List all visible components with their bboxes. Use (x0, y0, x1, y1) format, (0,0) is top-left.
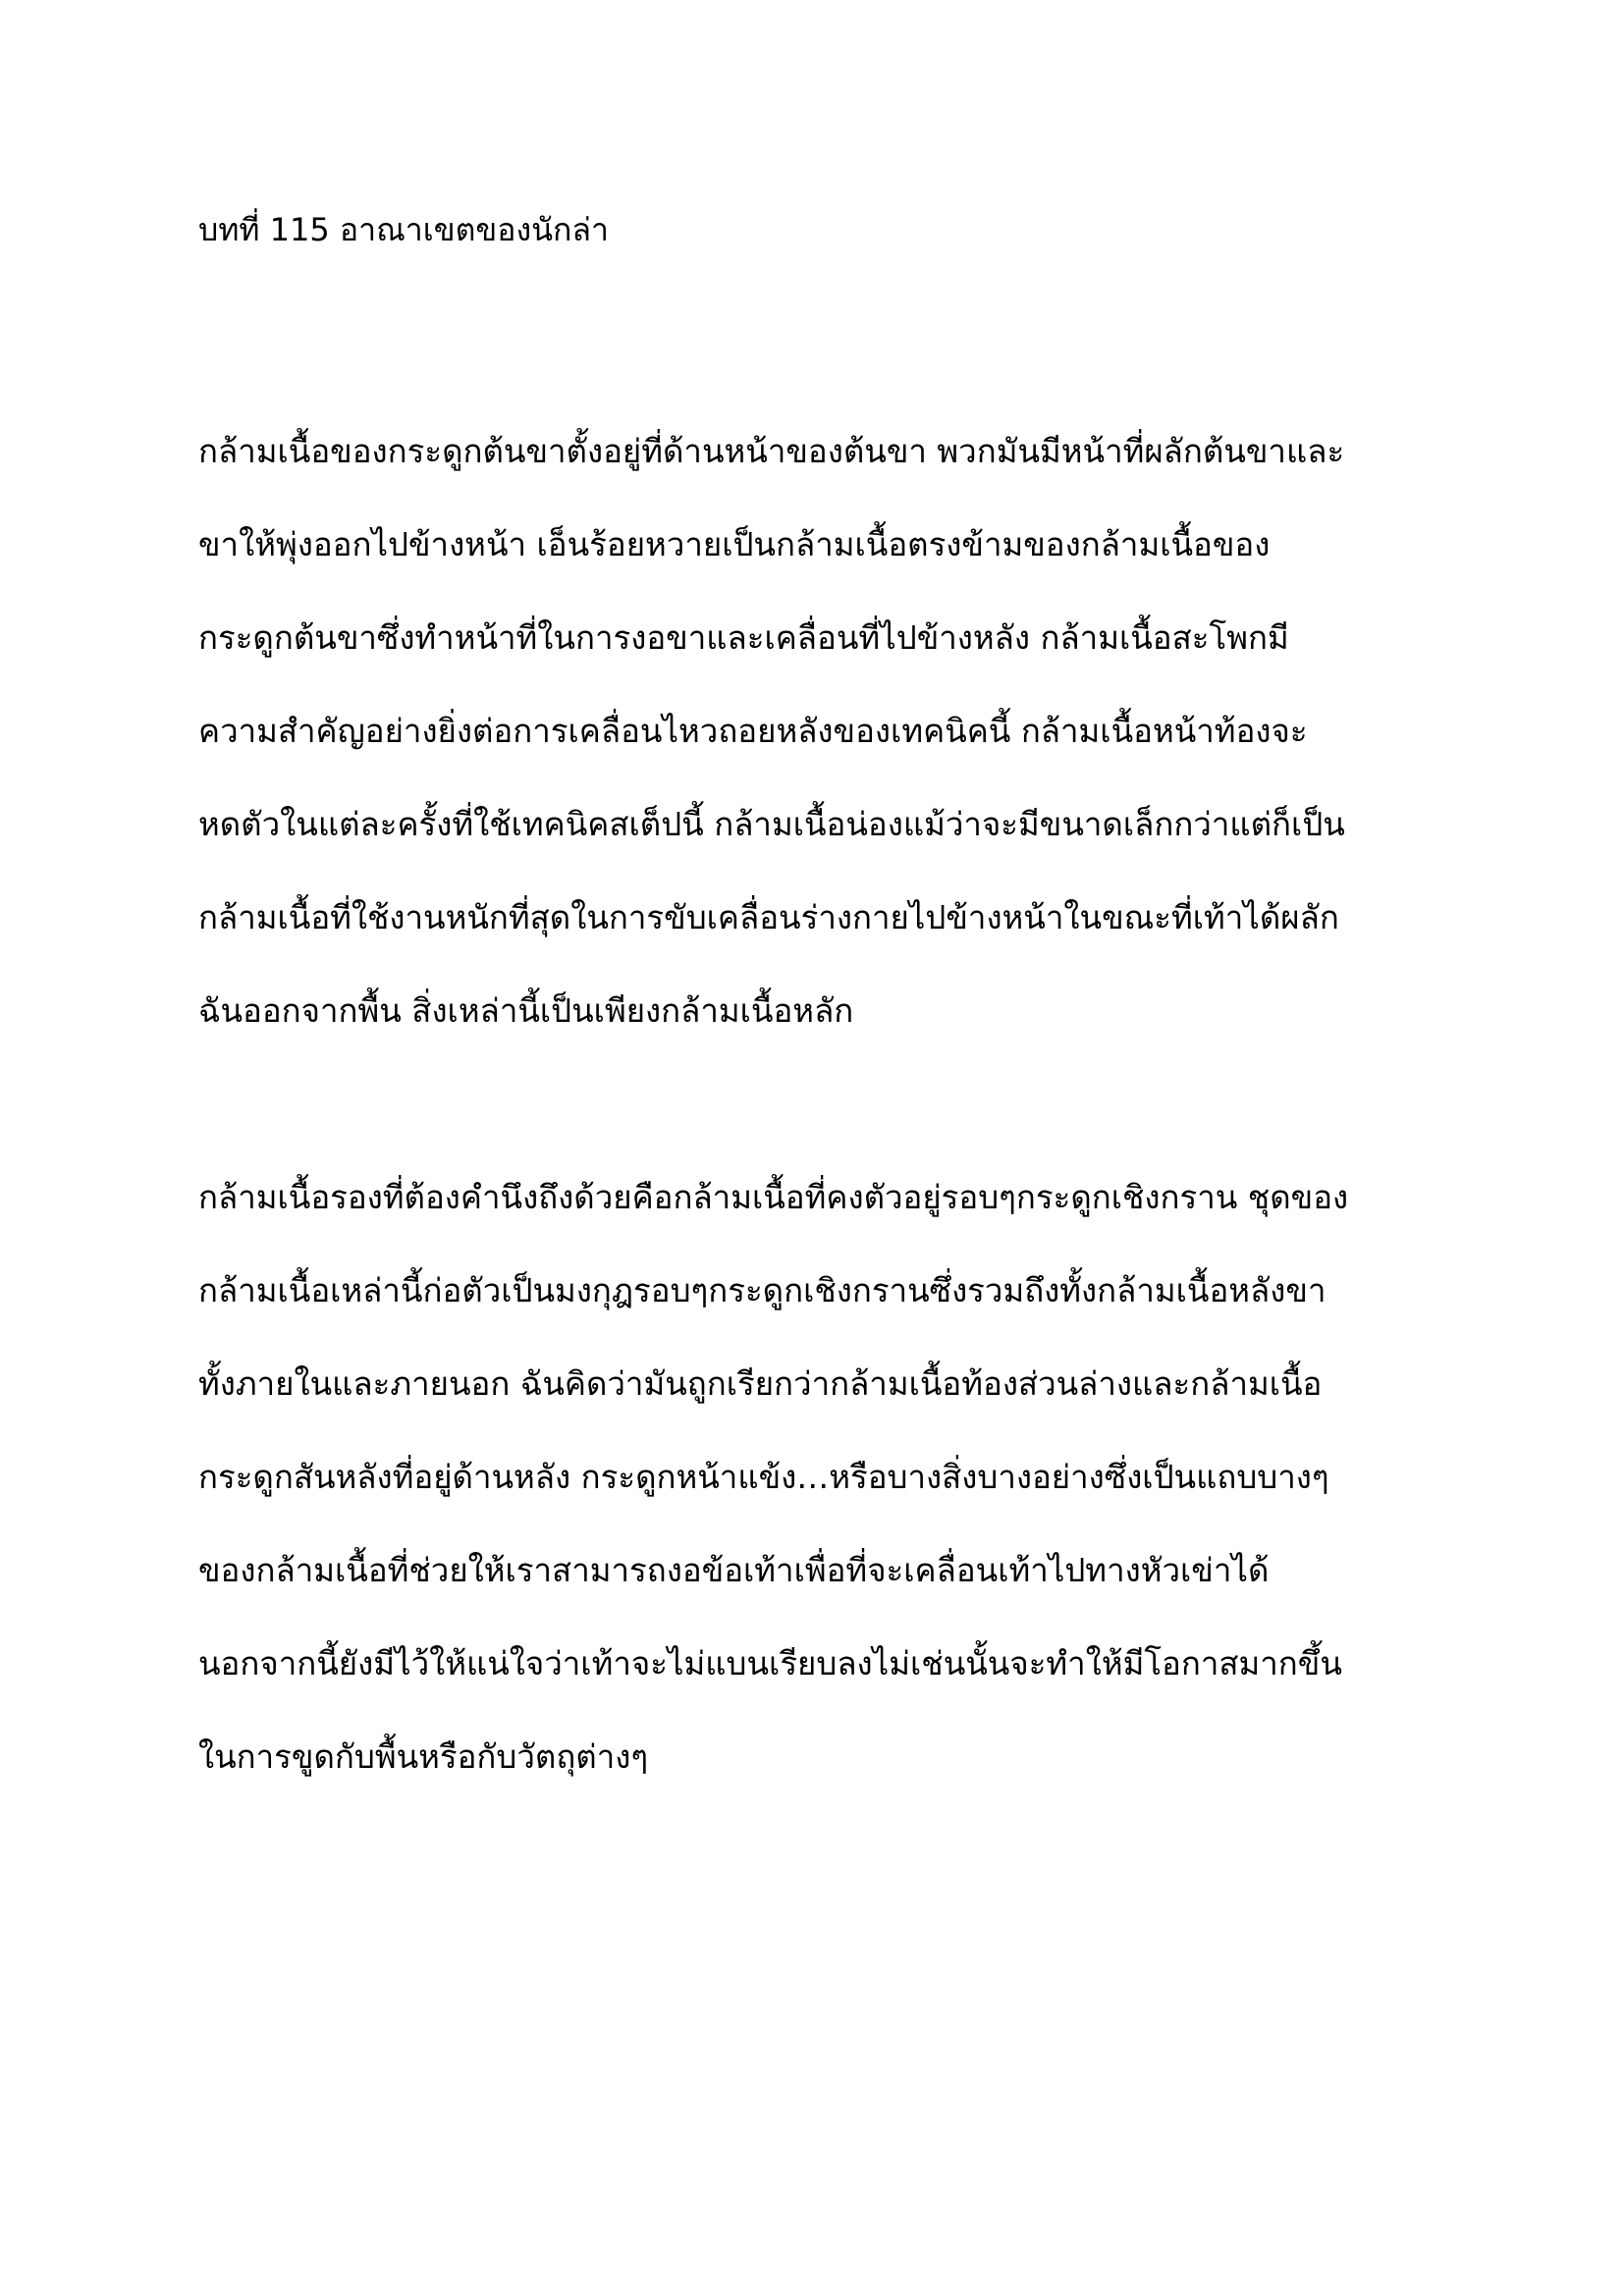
paragraph-line: กล้ามเนื้อรองที่ต้องคำนึงถึงด้วยคือกล้ามเนื้อที่คงตัวอยู่รอบๆกระดูกเชิงกราน ชุดของ (198, 1178, 1349, 1216)
paragraph-line: ฉันออกจากพื้น สิ่งเหล่านี้เป็นเพียงกล้ามเนื้อหลัก (198, 991, 854, 1030)
paragraph-line: ของกล้ามเนื้อที่ช่วยให้เราสามารถงอข้อเท้าเพื่อที่จะเคลื่อนเท้าไปทางหัวเข่าได้ (198, 1551, 1270, 1589)
paragraph-line: กล้ามเนื้อที่ใช้งานหนักที่สุดในการขับเคลื่อนร่างกายไปข้างหน้าในขณะที่เท้าได้ผลัก (198, 898, 1339, 936)
paragraph-line: ทั้งภายในและภายนอก ฉันคิดว่ามันถูกเรียกว่ากล้ามเนื้อท้องส่วนล่างและกล้ามเนื้อ (198, 1364, 1323, 1403)
paragraph-line: หดตัวในแต่ละครั้งที่ใช้เทคนิคสเต็ปนี้ กล้ามเนื้อน่องแม้ว่าจะมีขนาดเล็กกว่าแต่ก็เป็น (198, 805, 1345, 843)
paragraph-line: ในการขูดกับพื้นหรือกับวัตถุต่างๆ (198, 1737, 649, 1776)
chapter-title: บทที่ 115 อาณาเขตของนักล่า (198, 211, 609, 248)
paragraph-1 (198, 424, 1435, 1077)
paragraph-2 (198, 1170, 1435, 1823)
paragraph-line: กล้ามเนื้อเหล่านี้ก่อตัวเป็นมงกุฎรอบๆกระดูกเชิงกรานซึ่งรวมถึงทั้งกล้ามเนื้อหลังขา (198, 1271, 1326, 1309)
paragraph-line: นอกจากนี้ยังมีไว้ให้แน่ใจว่าเท้าจะไม่แบนเรียบลงไม่เช่นนั้นจะทำให้มีโอกาสมากขึ้น (198, 1644, 1342, 1682)
paragraph-line: กล้ามเนื้อของกระดูกต้นขาตั้งอยู่ที่ด้านหน้าของต้นขา พวกมันมีหน้าที่ผลักต้นขาและ (198, 432, 1345, 470)
paragraph-line: ความสำคัญอย่างยิ่งต่อการเคลื่อนไหวถอยหลังของเทคนิคนี้ กล้ามเนื้อหน้าท้องจะ (198, 712, 1308, 750)
paragraph-line: กระดูกต้นขาซึ่งทำหน้าที่ในการงอขาและเคลื่อนที่ไปข้างหลัง กล้ามเนื้อสะโพกมี (198, 618, 1289, 657)
paragraph-line: ขาให้พุ่งออกไปข้างหน้า เอ็นร้อยหวายเป็นกล้ามเนื้อตรงข้ามของกล้ามเนื้อของ (198, 525, 1271, 563)
paragraph-line: กระดูกสันหลังที่อยู่ด้านหลัง กระดูกหน้าแข้ง…หรือบางสิ่งบางอย่างซึ่งเป็นแถบบางๆ (198, 1458, 1329, 1496)
